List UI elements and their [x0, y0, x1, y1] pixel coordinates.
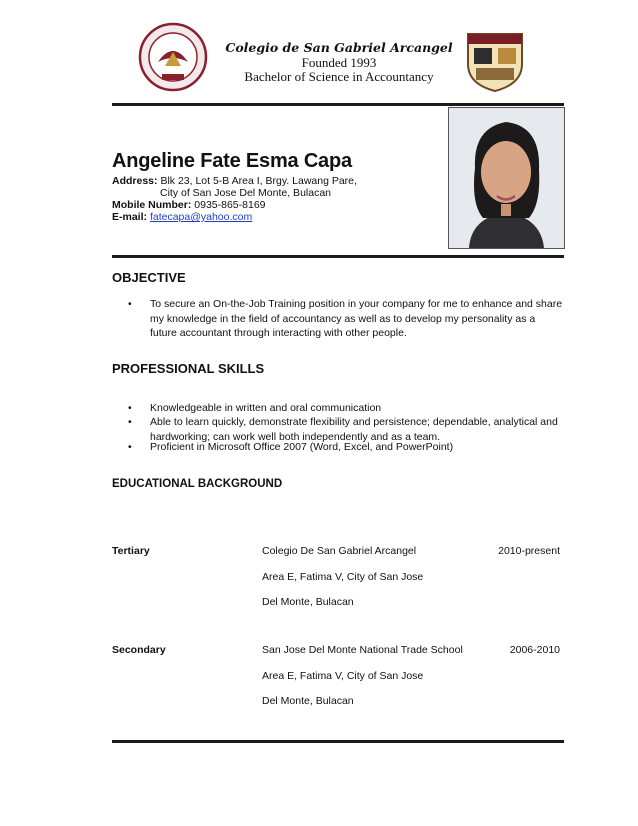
header-divider — [112, 103, 564, 106]
objective-line: my knowledge in the field of accountancy as well as to develop my personality as a — [150, 312, 536, 325]
education-years: 2006-2010 — [509, 644, 560, 656]
email-link[interactable]: fatecapa@yahoo.com — [149, 211, 253, 223]
skill-item — [128, 440, 568, 455]
footer-divider — [112, 740, 564, 743]
mobile-label: Mobile Number: — [112, 199, 192, 211]
bullet-icon: • — [128, 298, 132, 310]
education-level: Tertiary — [112, 545, 150, 557]
mobile-number: 0935-865-8169 — [194, 199, 266, 211]
address-label: Address: — [112, 175, 158, 187]
department-crest-logo — [462, 28, 528, 94]
objective-line: To secure an On-the-Job Training position in your company for me to enhance and share — [150, 298, 563, 310]
education-years: 2010-present — [498, 545, 560, 557]
school-name: Colegio de San Gabriel Arcangel — [225, 40, 453, 55]
skill-line: Able to learn quickly, demonstrate flexibility and persistence; dependable, analytical and — [150, 416, 558, 428]
skills-heading: PROFESSIONAL SKILLS — [112, 361, 265, 376]
education-school: Colegio De San Gabriel Arcangel — [262, 545, 417, 557]
email-label: E-mail: — [112, 211, 148, 223]
education-address-line: Del Monte, Bulacan — [262, 695, 354, 707]
program-text: Bachelor of Science in Accountancy — [244, 69, 434, 84]
address-line-1: Blk 23, Lot 5-B Area I, Brgy. Lawang Pare, — [160, 175, 357, 187]
profile-divider — [112, 255, 564, 258]
bullet-icon: • — [128, 402, 132, 414]
mobile-line — [112, 199, 266, 211]
education-address-line: Area E, Fatima V, City of San Jose — [262, 571, 424, 583]
education-address-line: Area E, Fatima V, City of San Jose — [262, 670, 424, 682]
skill-line: Proficient in Microsoft Office 2007 (Word, Excel, and PowerPoint) — [150, 441, 454, 453]
bullet-icon: • — [128, 441, 132, 453]
objective-heading: OBJECTIVE — [112, 270, 186, 285]
skill-line: Knowledgeable in written and oral communication — [150, 402, 382, 414]
education-heading: EDUCATIONAL BACKGROUND — [112, 478, 283, 490]
objective-line: future accountant through interacting with other people. — [150, 327, 407, 339]
objective-item — [128, 297, 568, 341]
education-level: Secondary — [112, 644, 166, 656]
applicant-photo — [448, 107, 565, 249]
email-line — [112, 211, 252, 223]
address-line-2: City of San Jose Del Monte, Bulacan — [160, 187, 332, 199]
education-address-line: Del Monte, Bulacan — [262, 596, 354, 608]
skill-line: hardworking; can work well both independently and as a team. — [150, 430, 441, 443]
applicant-name: Angeline Fate Esma Capa — [112, 150, 352, 172]
school-seal-logo — [138, 22, 208, 92]
education-school: San Jose Del Monte National Trade School — [262, 644, 463, 656]
bullet-icon: • — [128, 416, 132, 428]
address-line — [112, 175, 357, 187]
founded-text: Founded 1993 — [301, 55, 377, 70]
skill-item — [128, 401, 568, 416]
